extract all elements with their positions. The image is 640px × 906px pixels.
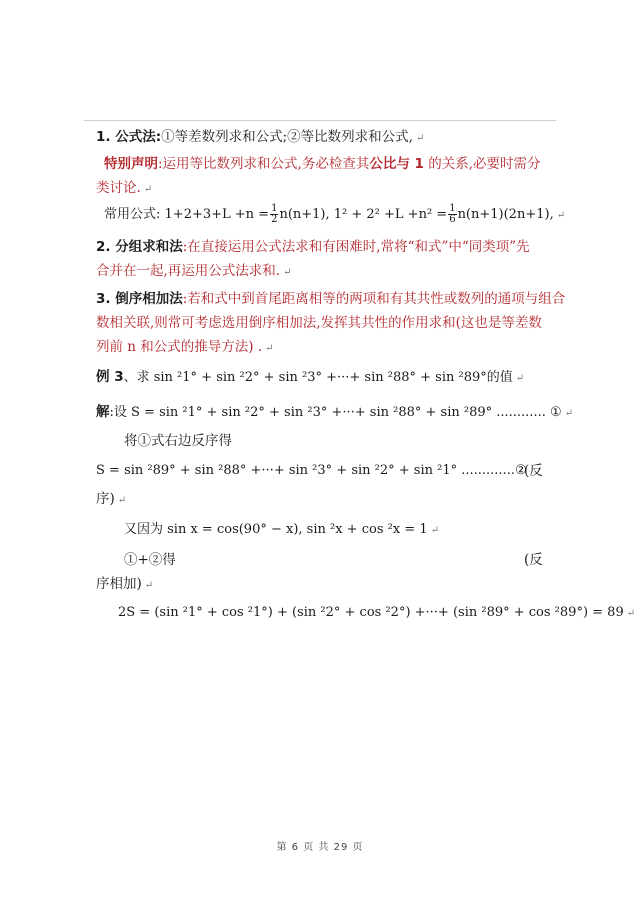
section1-line (96, 128, 424, 148)
solution-line7: 序相加) (96, 576, 142, 592)
solution-line4: 序) (96, 491, 115, 507)
solution-line-3-right (524, 462, 543, 480)
paragraph-mark-icon: ↵ (415, 133, 425, 144)
page-footer: 第 6 页 共 29 页 (276, 842, 364, 853)
solution-label: 解 (96, 404, 110, 420)
solution-line-6 (124, 551, 176, 569)
common-formula-b: n(n+1), 1² + 2² +L +n² = (279, 207, 448, 222)
section1-heading: 1. 公式法: (96, 129, 162, 145)
example-label: 例 3 (96, 369, 124, 385)
section3-line-3 (96, 338, 274, 358)
fraction-one-sixth: $\frac{1}{6}$ (449, 203, 456, 225)
solution-line-6-right (524, 551, 543, 569)
solution-line-2 (124, 432, 232, 450)
section2-heading: 2. 分组求和法 (96, 239, 183, 255)
note-emphasis: 公比与 1 (369, 156, 424, 172)
section2-line-1 (96, 238, 530, 256)
note-text-a: :运用等比数列求和公式,务必检查其 (158, 156, 370, 172)
paragraph-mark-icon: ↵ (515, 373, 525, 384)
solution-line3-right: (反 (524, 463, 543, 479)
common-formula-line (104, 204, 565, 227)
solution-line8: 2S = (sin ²1° + cos ²1°) + (sin ²2° + cos ²2°) +···+ (sin ²89° + cos ²89°) = 89 (118, 605, 624, 620)
solution-line-4 (96, 490, 126, 510)
paragraph-mark-icon: ↵ (143, 184, 153, 195)
example-text: 、求 sin ²1° + sin ²2° + sin ²3° +···+ sin ²88° + sin ²89°的值 (123, 370, 513, 385)
solution-line1: :设 S = sin ²1° + sin ²2° + sin ²3° +···+ sin ²88° + sin ²89° ............ ① (109, 405, 562, 420)
solution-line-5 (124, 521, 439, 540)
solution-line6-right: (反 (524, 552, 543, 568)
paragraph-mark-icon: ↵ (564, 408, 574, 419)
solution-line6: ①+②得 (124, 552, 176, 568)
paragraph-mark-icon: ↵ (626, 608, 636, 619)
solution-line-7 (96, 575, 153, 595)
solution-line-1 (96, 403, 573, 423)
common-formula-c: n(n+1)(2n+1), (457, 207, 554, 222)
common-label: 常用公式: (104, 207, 161, 222)
solution-line5: 又因为 sin x = cos(90° − x), sin ²x + cos ²x = 1 (124, 522, 428, 537)
section3-line-2 (96, 314, 542, 332)
section3-text-c: 列前 n 和公式的推导方法) . (96, 339, 263, 355)
solution-line-8 (118, 604, 635, 623)
note-label: 特别声明 (104, 156, 158, 172)
section2-text-a: :在直接运用公式法求和有困难时,常将“和式”中“同类项”先 (182, 239, 530, 255)
note-text-b: 的关系,必要时需分 (423, 156, 541, 172)
section1-text: ①等差数列求和公式;②等比数列求和公式, (161, 129, 413, 145)
note-line-2 (96, 179, 152, 199)
paragraph-mark-icon: ↵ (556, 210, 566, 221)
section3-text-a: :若和式中到首尾距离相等的两项和有其共性或数列的通项与组合 (182, 291, 566, 307)
paragraph-mark-icon: ↵ (265, 343, 274, 354)
paragraph-mark-icon: ↵ (117, 495, 127, 506)
section3-heading: 3. 倒序相加法 (96, 291, 183, 307)
section2-text-b: 合并在一起,再运用公式法求和. (96, 263, 281, 279)
section3-text-b: 数相关联,则常可考虑选用倒序相加法,发挥其共性的作用求和(这也是等差数 (96, 315, 542, 331)
common-formula-a: 1+2+3+L +n = (164, 207, 270, 222)
paragraph-mark-icon: ↵ (144, 580, 154, 591)
solution-line-3 (96, 462, 527, 480)
note-line-1 (104, 155, 541, 173)
section2-line-2 (96, 262, 291, 282)
fraction-one-half: $\frac{1}{2}$ (271, 203, 278, 225)
solution-line2: 将①式右边反序得 (124, 433, 232, 449)
solution-line3: S = sin ²89° + sin ²88° +···+ sin ²3° + sin ²2° + sin ²1° .............② (96, 463, 527, 478)
paragraph-mark-icon: ↵ (430, 525, 439, 536)
paragraph-mark-icon: ↵ (283, 267, 292, 278)
example-line (96, 368, 524, 388)
section3-line-1 (96, 290, 565, 308)
note-text-c: 类讨论. (96, 180, 141, 196)
